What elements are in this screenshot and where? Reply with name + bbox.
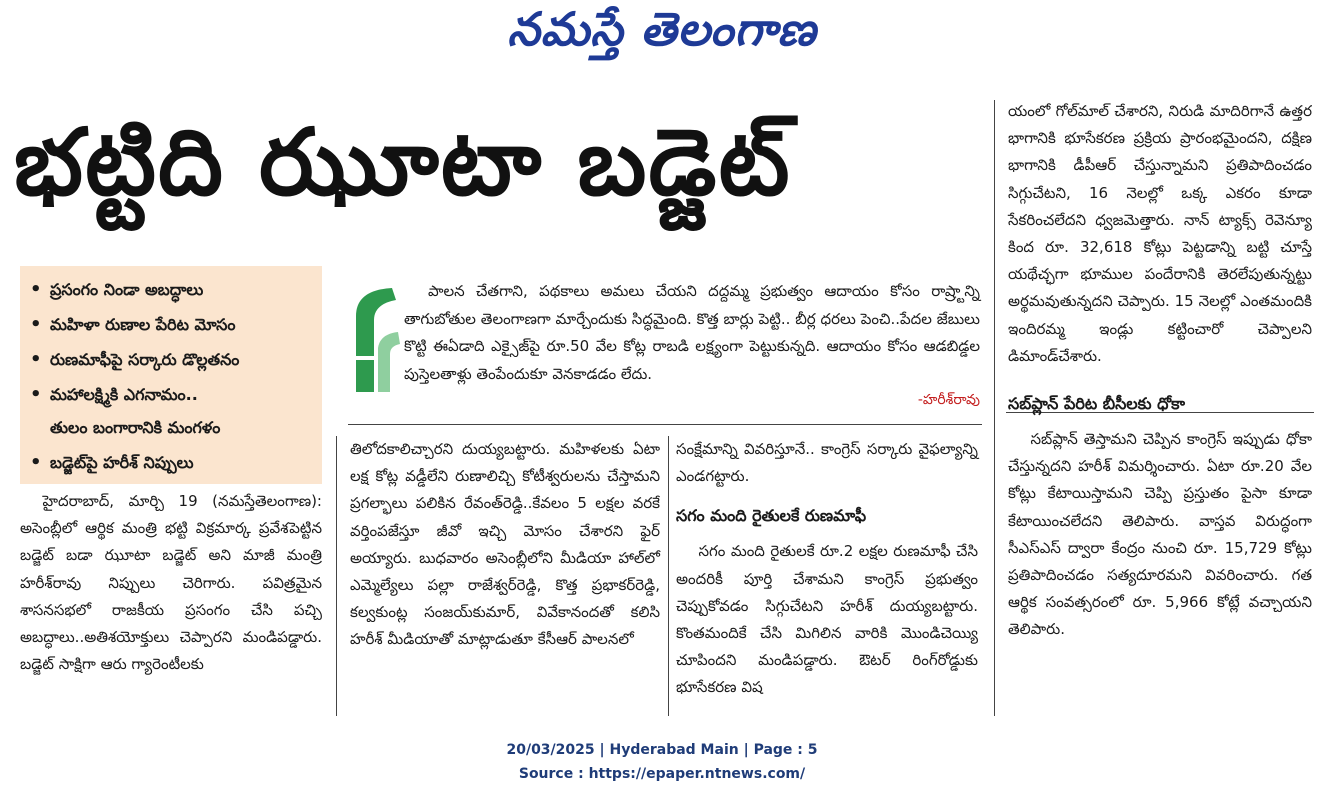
subheading: సబ్‌ప్లాన్‌ పేరిట బీసీలకు ధోకా <box>1008 394 1185 414</box>
highlight-item: • రుణమాఫీపై సర్కారు డొల్లతనం <box>30 342 314 377</box>
highlight-item: • బడ్జెట్‌పై హరీశ్‌ నిప్పులు <box>30 445 314 480</box>
highlight-item-continued: తులం బంగారానికి మంగళం <box>50 418 221 437</box>
quote-mark-icon <box>352 286 404 392</box>
article-paragraph: హైదరాబాద్‌, మార్చి 19 (నమస్తేతెలంగాణ): అసెంబ్లీలో ఆర్థిక మంత్రి భట్టి విక్రమార్క ప్రవేశపెట్టిన బడ్జెట్‌ బడా ఝూటా బడ్జెట్‌ అని మాజీ మంత్రి హరీశ్‌రావు నిప్పులు చెరిగారు. పవిత్రమైన శాసనసభలో రాజకీయ ప్రసంగం చేసి పచ్చి అబద్ధాలు..అతిశయోక్తులు చెప్పారని మండిపడ్డారు. బడ్జెట్‌ సాక్షిగా ఆరు గ్యారెంటీలకు <box>20 492 322 674</box>
article-paragraph: సంక్షేమాన్ని వివరిస్తూనే.. కాంగ్రెస్‌ సర్కారు వైఫల్యాన్ని ఎండగట్టారు. <box>676 440 978 486</box>
divider <box>994 100 995 716</box>
divider <box>668 436 669 716</box>
article-column-3 <box>676 436 978 702</box>
quote-byline: -హరీశ్‌రావు <box>917 392 980 408</box>
article-paragraph: సబ్‌ప్లాన్‌ తెస్తామని చెప్పిన కాంగ్రెస్‌ ఇప్పుడు ధోకా చేస్తున్నదని హరీశ్‌ విమర్శించారు. ఏటా రూ.20 వేల కోట్లు కేటాయిస్తామని చెప్పి ప్రస్తుతం పైసా కూడా కేటాయించలేదని తెలిపారు. వాస్తవ విరుద్ధంగా సీఎస్‌ఎస్‌ ద్వారా కేంద్రం నుంచి రూ. 15,729 కోట్లు ప్రతిపాదించడం సత్యదూరమని వివరించారు. గత ఆర్థిక సంవత్సరంలో రూ. 5,966 కోట్లే వచ్చాయని తెలిపారు. <box>1008 430 1312 639</box>
highlights-box <box>20 266 322 484</box>
article-paragraph: యంలో గోల్‌మాల్‌ చేశారని, నిరుడి మాదిరిగానే ఉత్తర భాగానికి భూసేకరణ ప్రక్రియ ప్రారంభమైందని, దక్షిణ భాగానికి డీపీఆర్‌ చేస్తున్నామని ప్రతిపాదించడం సిగ్గుచేటని, 16 నెలల్లో ఒక్క ఎకరం కూడా సేకరించలేదని ధ్వజమెత్తారు. నాన్‌ ట్యాక్స్‌ రెవెన్యూ కింద రూ. 32,618 కోట్లు పెట్టడాన్ని బట్టి చూస్తే యథేచ్ఛగా భూముల పందేరానికి తెరలేపుతున్నట్టు అర్థమవుతున్నదని చెప్పారు. 15 నెలల్లో ఎంతమందికి ఇందిరమ్మ ఇండ్లు కట్టించారో చెప్పాలని డిమాండ్‌చేశారు. <box>1008 102 1312 365</box>
bullet-icon: • <box>30 314 42 335</box>
article-column-1 <box>20 488 322 678</box>
highlight-item: • మహాలక్ష్మికి ఎగనామం.. <box>30 377 314 412</box>
bullet-icon: • <box>30 452 42 473</box>
footer-source-link[interactable]: Source : https://epaper.ntnews.com/ <box>518 766 806 782</box>
article-paragraph: తిలోదకాలిచ్చారని దుయ్యబట్టారు. మహిళలకు ఏటా లక్ష కోట్ల వడ్డీలేని రుణాలిచ్చి కోటీశ్వరులను చేస్తామని ప్రగల్భాలు పలికిన రేవంత్‌రెడ్డి..కేవలం 5 లక్షల వరకే వర్తింపజేస్తూ జీవో ఇచ్చి మోసం చేశారని ఫైర్‌ అయ్యారు. బుధవారం అసెంబ్లీలోని మీడియా హాల్‌లో ఎమ్మెల్యేలు పల్లా రాజేశ్వర్‌రెడ్డి, కొత్త ప్రభాకర్‌రెడ్డి, కల్వకుంట్ల సంజయ్‌కుమార్‌, వివేకానందతో కలిసి హరీశ్‌ మీడియాతో మాట్లాడుతూ కేసీఆర్‌ పాలనలో <box>350 440 660 649</box>
article-column-2 <box>350 436 660 654</box>
subheading: సగం మంది రైతులకే రుణమాఫీ <box>676 506 867 526</box>
article-paragraph: సగం మంది రైతులకే రూ.2 లక్షల రుణమాఫీ చేసి అందరికీ పూర్తి చేశామని కాంగ్రెస్‌ ప్రభుత్వం చెప్పుకోవడం సిగ్గుచేటని హరీశ్‌ దుయ్యబట్టారు. కొంతమందికే చేసి మిగిలిన వారికి మొండిచెయ్యి చూపిందని మండిపడ్డారు. ఔటర్‌ రింగ్‌రోడ్డుకు భూసేకరణ విష <box>676 542 978 697</box>
article-column-4 <box>1008 98 1312 644</box>
highlight-item: • ప్రసంగం నిండా అబద్ధాలు <box>30 272 314 307</box>
headline: భట్టిది ఝూటా బడ్జెట్ <box>14 109 792 216</box>
pull-quote-text: పాలన చేతగాని, పథకాలు అమలు చేయని దద్దమ్మ ప్రభుత్వం ఆదాయం కోసం రాష్ర్టాన్ని తాగుబోతుల తెలంగాణగా మార్చేందుకు సిద్ధమైంది. కొత్త బార్లు పెట్టి.. బీర్ల ధరలు పెంచి..పేదల జేబులు కొట్టి ఈఏడాది ఎక్సైజ్‌పై రూ.50 వేల కోట్ల రాబడి లక్ష్యంగా పెట్టుకున్నది. ఆదాయం కోసం ఆడబిడ్డల పుస్తెలతాళ్లు తెంపేందుకూ వెనకాడడం లేదు. <box>404 282 980 383</box>
divider <box>348 424 982 425</box>
highlight-item: • మహిళా రుణాల పేరిట మోసం <box>30 307 314 342</box>
divider <box>336 436 337 716</box>
masthead-logo: నమస్తే తెలంగాణ <box>507 2 817 56</box>
pull-quote <box>404 278 980 388</box>
footer-edition-info: 20/03/2025 | Hyderabad Main | Page : 5 <box>506 742 818 758</box>
bullet-icon: • <box>30 384 42 405</box>
bullet-icon: • <box>30 349 42 370</box>
bullet-icon: • <box>30 279 42 300</box>
